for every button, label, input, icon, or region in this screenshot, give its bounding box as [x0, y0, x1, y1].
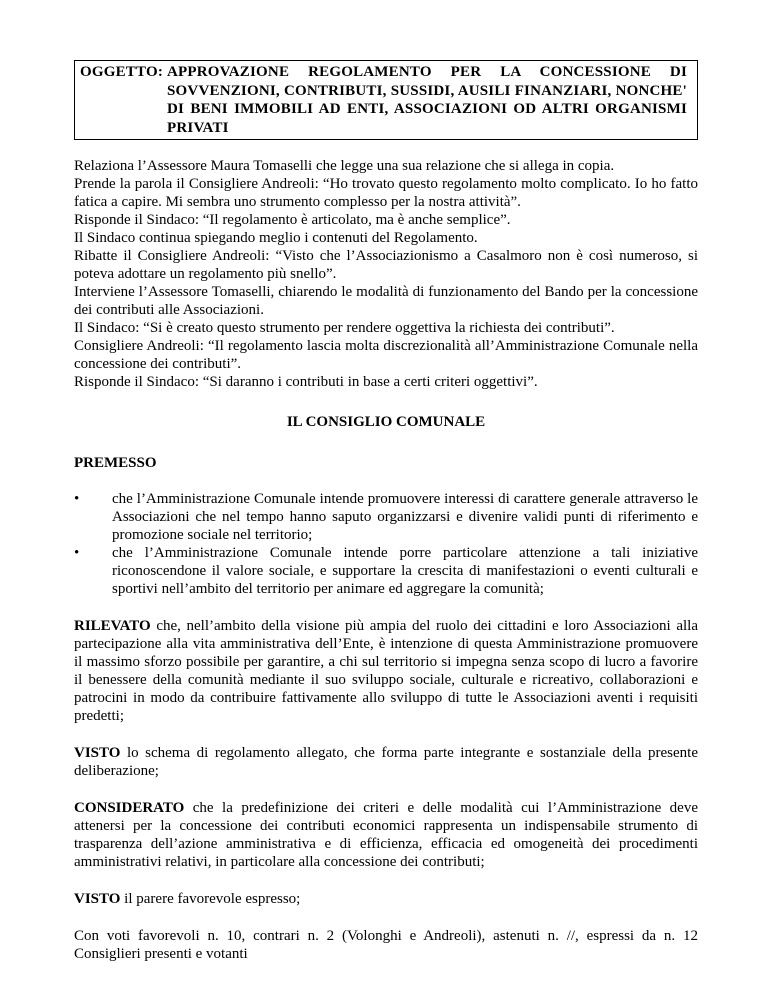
voting-paragraph: Con voti favorevoli n. 10, contrari n. 2 (Volonghi e Andreoli), astenuti n. //, espressi da n. 12 Consiglieri presenti e votanti — [74, 928, 698, 962]
council-heading: IL CONSIGLIO COMUNALE — [286, 414, 486, 430]
rilevato-paragraph — [74, 617, 698, 725]
bullet-icon: • — [74, 545, 80, 561]
narrative-line: Consigliere Andreoli: “Il regolamento lascia molta discrezionalità all’Amministrazione Comunale nella concessione dei contributi”. — [74, 338, 698, 372]
narrative-line: Il Sindaco: “Si è creato questo strumento per rendere oggettiva la richiesta dei contributi”. — [74, 320, 615, 336]
subject-label: OGGETTO: — [80, 64, 164, 80]
rilevato-text: che, nell’ambito della visione più ampia del ruolo dei cittadini e loro Associazioni alla partecipazione alla vita amministrativa dell’Ente, è intenzione di questa Amministrazione promuovere il massimo sforzo possibile per garantire, a chi sul territorio si impegna senza scopo di lucro a favorire il benessere della comunità mediante il suo sviluppo sociale, culturale e ricreativo, collaborazioni e patrocini in modo da contribuire fattivamente allo sviluppo di tutte le Associazioni aventi i requisiti predetti; — [74, 618, 698, 724]
minutes-narrative — [74, 157, 698, 391]
considerato-text: che la predefinizione dei criteri e delle modalità cui l’Amministrazione deve attenersi per la concessione dei contributi economici rappresenta un indispensabile strumento di trasparenza dell’azione amministrativa e di efficienza, efficacia ed omogeneità dei procedimenti amministrativi relativi, in particolare alla concessione dei contributi; — [74, 800, 698, 870]
visto-parere-text: il parere favorevole espresso; — [120, 891, 301, 907]
narrative-line: Relaziona l’Assessore Maura Tomaselli che legge una sua relazione che si allega in copia. — [74, 158, 615, 174]
rilevato-keyword: RILEVATO — [74, 618, 151, 634]
considerato-keyword: CONSIDERATO — [74, 800, 185, 816]
narrative-line: Prende la parola il Consigliere Andreoli: “Ho trovato questo regolamento molto complicato. Io ho fatto fatica a capire. Mi sembra uno strumento complesso per la nostra attività”. — [74, 176, 698, 210]
premesso-list — [74, 490, 698, 598]
considerato-paragraph — [74, 799, 698, 871]
narrative-line: Ribatte il Consigliere Andreoli: “Visto che l’Associazionismo a Casalmoro non è così numeroso, si poteva adottare un regolamento più snello”. — [74, 248, 698, 282]
visto-keyword: VISTO — [74, 745, 121, 761]
premesso-label: PREMESSO — [74, 455, 157, 471]
narrative-line: Il Sindaco continua spiegando meglio i contenuti del Regolamento. — [74, 230, 478, 246]
bullet-icon: • — [74, 491, 80, 507]
list-item — [74, 544, 698, 598]
visto-parere-paragraph — [74, 890, 698, 908]
list-item-text: che l’Amministrazione Comunale intende porre particolare attenzione a tali iniziative riconoscendone il valore sociale, e supportare la crescita di manifestazioni o eventi culturali e sportivi nell’ambito del territorio per animare ed aggregare la comunità; — [112, 545, 698, 597]
list-item — [74, 490, 698, 544]
visto-schema-text: lo schema di regolamento allegato, che forma parte integrante e sostanziale della presente deliberazione; — [74, 745, 698, 779]
subject-box — [74, 60, 698, 140]
narrative-line: Risponde il Sindaco: “Il regolamento è articolato, ma è anche semplice”. — [74, 212, 511, 228]
narrative-line: Interviene l’Assessore Tomaselli, chiarendo le modalità di funzionamento del Bando per la concessione dei contributi alle Associazioni. — [74, 284, 698, 318]
visto-schema-paragraph — [74, 744, 698, 780]
list-item-text: che l’Amministrazione Comunale intende promuovere interessi di carattere generale attraverso le Associazioni che nel tempo hanno saputo organizzarsi e divenire validi punti di riferimento e promozione sociale nel territorio; — [112, 491, 698, 543]
document-page — [74, 60, 698, 963]
narrative-line: Risponde il Sindaco: “Si daranno i contributi in base a certi criteri oggettivi”. — [74, 374, 538, 390]
subject-text: APPROVAZIONE REGOLAMENTO PER LA CONCESSIONE DI SOVVENZIONI, CONTRIBUTI, SUSSIDI, AUSILI FINANZIARI, NONCHE' DI BENI IMMOBILI AD ENTI, ASSOCIAZIONI OD ALTRI ORGANISMI PRIVATI — [167, 64, 687, 136]
visto-keyword: VISTO — [74, 891, 121, 907]
